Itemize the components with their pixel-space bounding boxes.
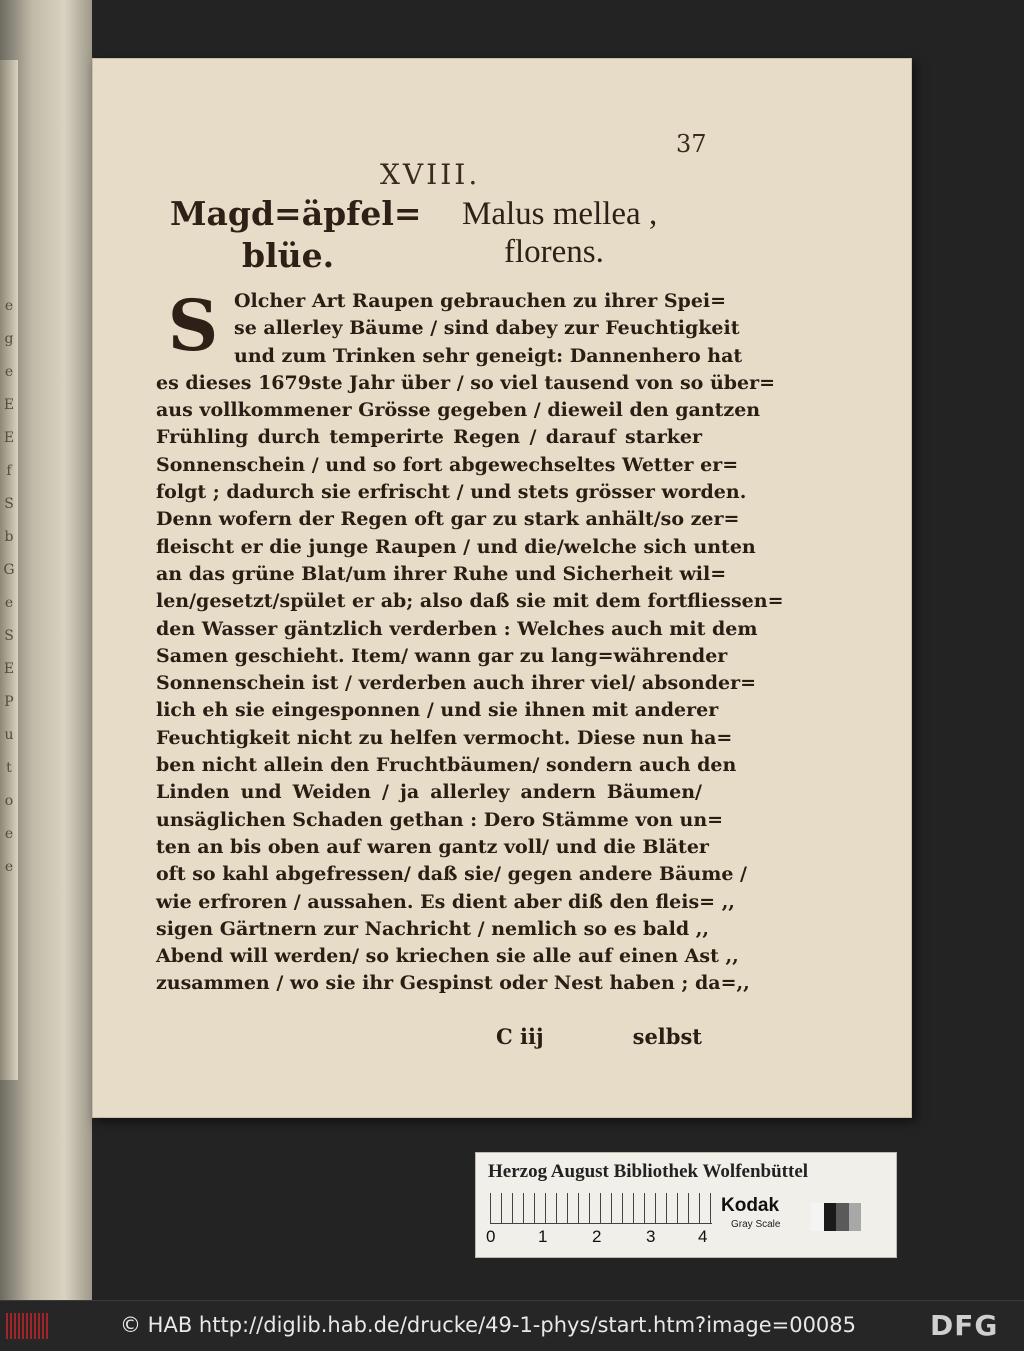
ruler-label: 3	[646, 1227, 656, 1246]
page-footer-line	[156, 1024, 702, 1054]
ruler-label: 2	[592, 1227, 602, 1246]
body-line: Olcher Art Raupen gebrauchen zu ihrer Spei=	[234, 290, 727, 312]
gray-patch	[824, 1203, 837, 1231]
facing-page-glyph: E	[3, 661, 15, 677]
gray-scale-patches	[811, 1203, 861, 1231]
facing-page-glyph: P	[4, 694, 14, 710]
ruler-label: 1	[538, 1227, 548, 1246]
body-line: Frühling durch temperirte Regen / darauf starker	[156, 426, 702, 449]
body-line: sigen Gärtnern zur Nachricht / nemlich so es bald ,,	[156, 917, 709, 940]
ruler-label: 4	[698, 1227, 708, 1246]
gray-patch	[849, 1203, 862, 1231]
scale-ruler	[490, 1193, 712, 1224]
catchword: selbst	[632, 1024, 702, 1049]
copyright-link[interactable]: © HAB http://diglib.hab.de/drucke/49-1-phys/start.htm?image=00085	[120, 1313, 857, 1337]
body-line: Sonnenschein / und so fort abgewechseltes Wetter er=	[156, 453, 739, 476]
body-line: folgt ; dadurch sie erfrischt / und stets grösser worden.	[156, 481, 747, 504]
body-line: Denn wofern der Regen oft gar zu stark anhält/so zer=	[156, 508, 740, 531]
body-line: Linden und Weiden / ja allerley andern Bäumen/	[156, 781, 702, 804]
body-line: se allerley Bäume / sind dabey zur Feuchtigkeit	[234, 317, 740, 340]
body-line: fleischt er die junge Raupen / und die/welche sich unten	[156, 535, 756, 558]
hab-logo-icon[interactable]	[6, 1313, 48, 1339]
title-latin-line: Malus mellea ,	[462, 196, 658, 232]
facing-page-glyph: e	[4, 826, 14, 842]
book-page	[92, 58, 912, 1118]
body-line: len/gesetzt/spület er ab; also daß sie mit dem fortfliessen=	[156, 590, 784, 613]
facing-page-glyph: E	[3, 397, 15, 413]
body-line: unsäglichen Schaden gethan : Dero Stämme von un=	[156, 808, 724, 831]
facing-page-glyph: G	[3, 562, 15, 578]
drop-cap-initial: S	[167, 284, 219, 367]
facing-page-glyph: g	[4, 331, 14, 347]
body-text	[156, 284, 784, 998]
facing-page-glyph: E	[3, 430, 15, 446]
facing-page-glyph: S	[4, 628, 14, 644]
facing-page-glyph: f	[6, 463, 12, 479]
facing-page-glyph: e	[4, 364, 14, 380]
body-line: ten an bis oben auf waren gantz voll/ und die Bläter	[156, 835, 709, 858]
body-line: wie erfroren / aussahen. Es dient aber diß den fleis= ,,	[156, 890, 735, 913]
dfg-logo[interactable]: DFG	[930, 1309, 999, 1342]
body-line: oft so kahl abgefressen/ daß sie/ gegen andere Bäume /	[156, 863, 747, 886]
body-line: an das grüne Blat/um ihrer Ruhe und Sicherheit wil=	[156, 562, 727, 585]
body-line: und zum Trinken sehr geneigt: Dannenhero hat	[234, 344, 743, 367]
title-latin-line: florens.	[504, 234, 604, 270]
gray-patch	[836, 1203, 849, 1231]
body-line: Samen geschieht. Item/ wann gar zu lang=währender	[156, 644, 728, 667]
facing-page-glyph: u	[4, 727, 14, 743]
body-line: lich eh sie eingesponnen / und sie ihnen mit anderer	[156, 699, 719, 722]
gray-patch	[811, 1203, 824, 1231]
ruler-labels	[486, 1227, 726, 1249]
body-line: den Wasser gäntzlich verderben : Welches auch mit dem	[156, 617, 758, 640]
facing-page-glyph: b	[4, 529, 14, 545]
body-line: es dieses 1679ste Jahr über / so viel tausend von so über=	[156, 371, 776, 394]
facing-page-glyph: o	[4, 793, 14, 809]
body-line: aus vollkommener Grösse gegeben / dieweil den gantzen	[156, 399, 761, 422]
facing-page-glyph: e	[4, 859, 14, 875]
body-line: Sonnenschein ist / verderben auch ihrer viel/ absonder=	[156, 672, 757, 695]
facing-page-glyphs	[2, 290, 16, 884]
library-name: Herzog August Bibliothek Wolfenbüttel	[488, 1161, 809, 1182]
chapter-number: XVIII.	[380, 158, 481, 191]
body-line: zusammen / wo sie ihr Gespinst oder Nest haben ; da=,,	[156, 972, 750, 995]
page-number: 37	[676, 130, 707, 158]
ruler-label: 0	[486, 1227, 496, 1246]
color-calibration-bar	[475, 1152, 897, 1258]
title-german-line: blüe.	[242, 236, 335, 275]
facing-page-glyph: S	[4, 496, 14, 512]
body-line: ben nicht allein den Fruchtbäumen/ sondern auch den	[156, 754, 737, 777]
title-german-line: Magd=äpfel=	[170, 194, 422, 233]
facing-page-glyph: e	[4, 595, 14, 611]
kodak-label: Kodak	[721, 1195, 780, 1216]
facing-page-glyph: e	[4, 298, 14, 314]
body-line: Abend will werden/ so kriechen sie alle auf einen Ast ,,	[156, 945, 739, 968]
viewer-footer	[0, 1300, 1024, 1351]
body-line: Feuchtigkeit nicht zu helfen vermocht. Diese nun ha=	[156, 726, 733, 749]
signature-mark: C iij	[496, 1024, 544, 1049]
facing-page-glyph: t	[6, 760, 12, 776]
gray-scale-label: Gray Scale	[731, 1219, 781, 1230]
